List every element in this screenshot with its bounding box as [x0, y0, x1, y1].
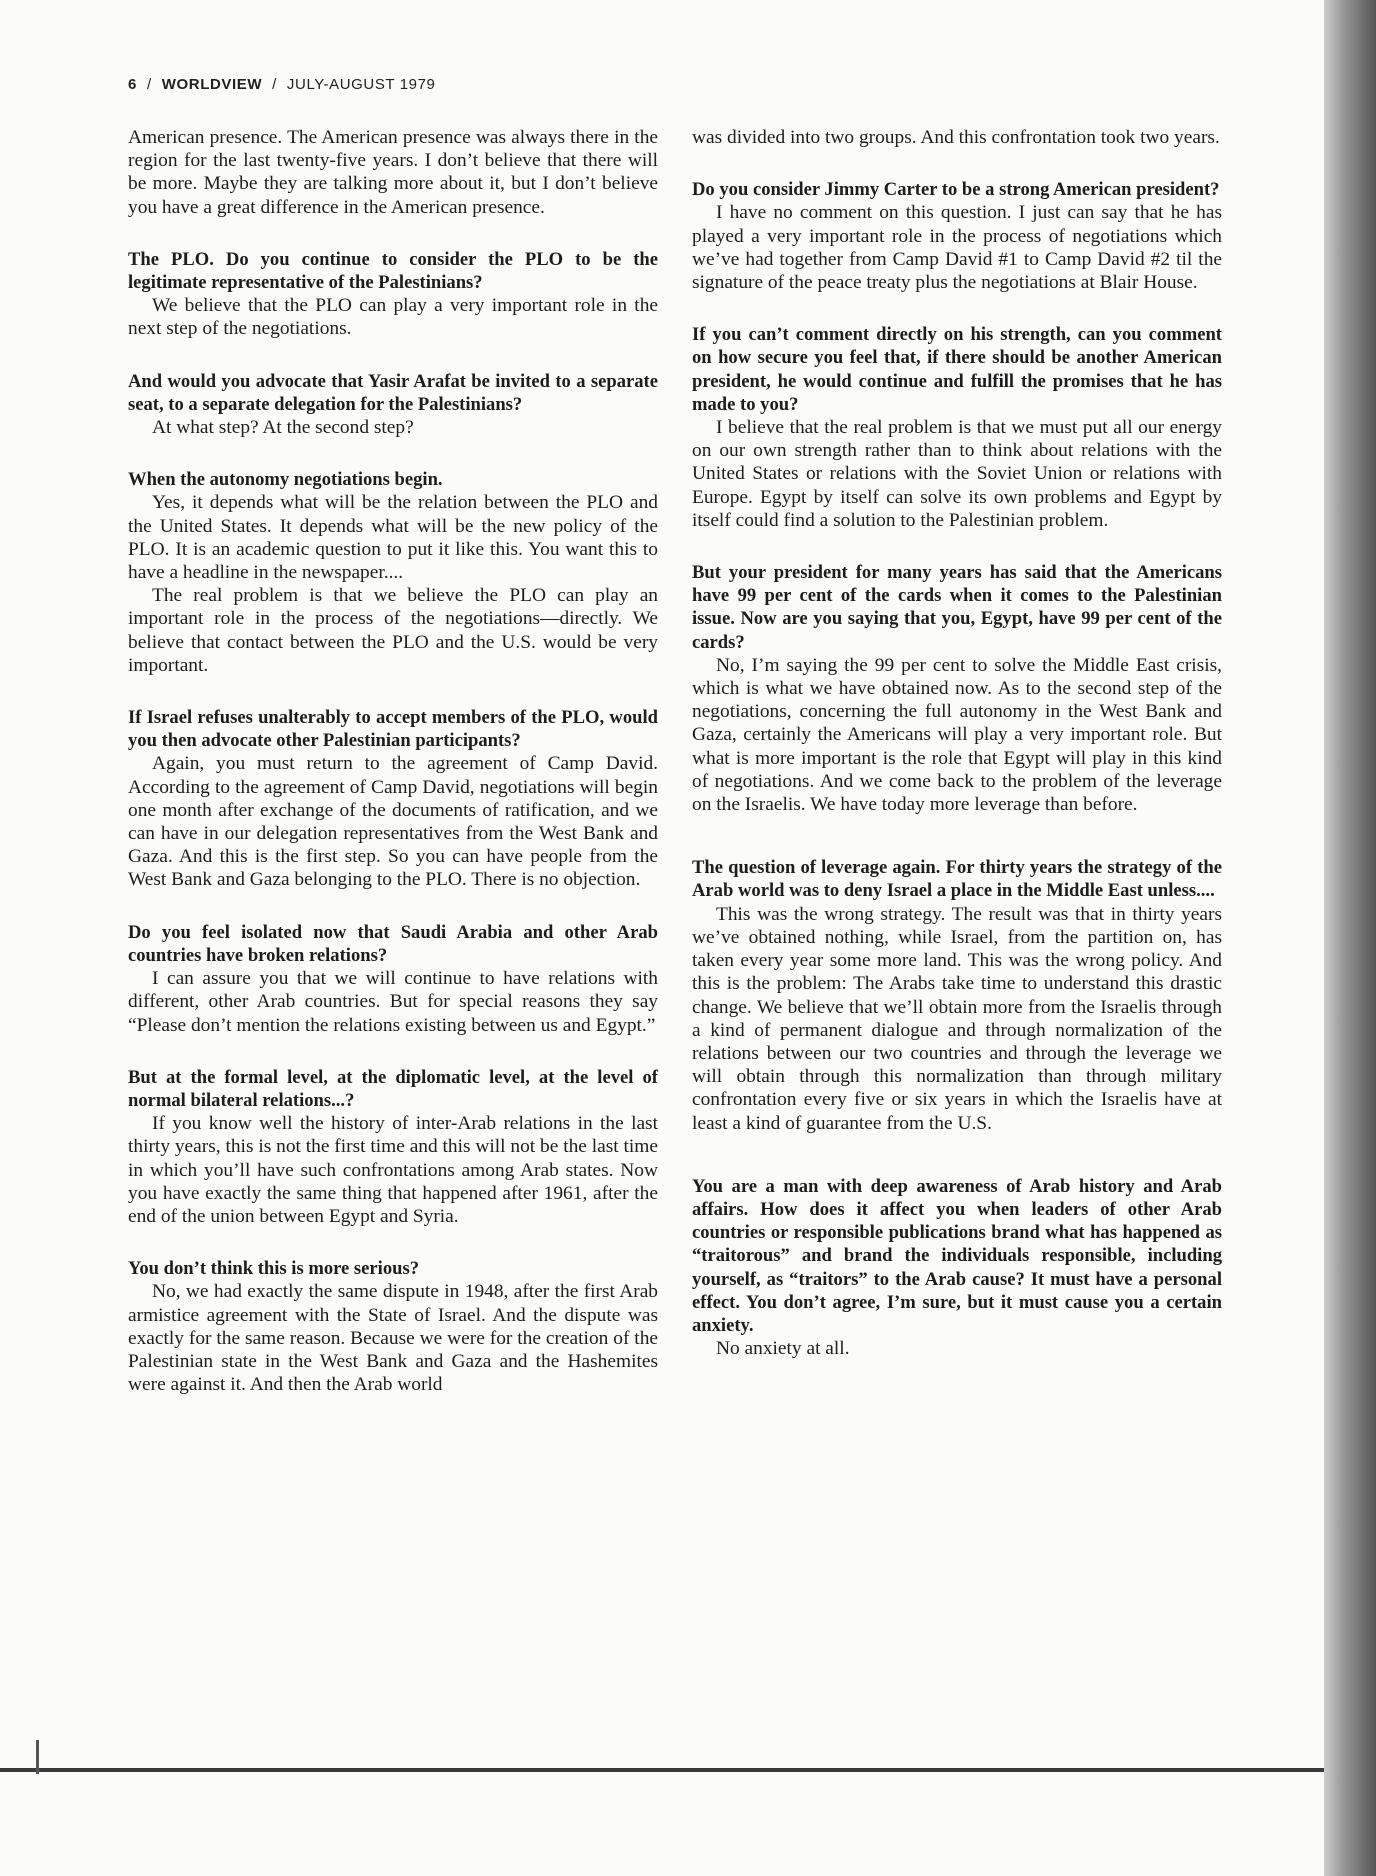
page-number: 6 — [128, 76, 137, 93]
issue-date: JULY-AUGUST 1979 — [286, 76, 436, 93]
interview-question: The PLO. Do you continue to consider the PLO to be the legitimate representative of the Palestinians? — [128, 248, 658, 294]
running-header — [128, 76, 435, 93]
right-column — [692, 126, 1222, 1360]
interview-question: If Israel refuses unalterably to accept members of the PLO, would you then advocate other Palestinian participants? — [128, 707, 658, 752]
interview-answer: At what step? At the second step? — [152, 417, 414, 439]
page-bottom-edge — [0, 1768, 1324, 1772]
page-corner-edge — [0, 1740, 39, 1774]
interview-answer: Again, you must return to the agreement of Camp David. According to the agreement of Camp David, negotiations will begin one month after exchange of the documents of ratification, and we can have in our delegation representatives from the West Bank and Gaza. And this is the first step. So you can have people from the West Bank and Gaza belonging to the PLO. There is no objection. — [128, 753, 658, 891]
publication-name: WORLDVIEW — [161, 76, 263, 93]
interview-answer: I believe that the real problem is that we must put all our energy on our own strength rather than to think about relations with the United States or relations with the Soviet Union or relations with Europe. Egypt by itself can solve its own problems and Egypt by itself could find a solution to the Palestinian problem. — [692, 417, 1222, 531]
interview-answer: was divided into two groups. And this confrontation took two years. — [692, 127, 1220, 148]
interview-answer: If you know well the history of inter-Arab relations in the last thirty years, this is not the first time and this will not be the last time in which you’ll have such confrontations among Arab states. Now you have exactly the same thing that happened after 1961, after the end of the union between Egypt and Syria. — [128, 1113, 658, 1227]
header-separator: / — [272, 76, 277, 93]
interview-question: Do you feel isolated now that Saudi Arabia and other Arab countries have broken relations? — [128, 921, 658, 966]
interview-question: When the autonomy negotiations begin. — [128, 469, 443, 491]
interview-answer: Yes, it depends what will be the relation between the PLO and the United States. It depends what will be the new policy of the PLO. It is an academic question to put it like this. You want this to have a headline in the newspaper.... — [128, 492, 658, 584]
interview-question: If you can’t comment directly on his strength, can you comment on how secure you feel that, if there should be another American president, he would continue and fulfill the promises that he has made to you? — [692, 324, 1222, 415]
interview-question: And would you advocate that Yasir Arafat be invited to a separate seat, to a separate delegation for the Palestinians? — [128, 370, 658, 415]
interview-question: Do you consider Jimmy Carter to be a strong American president? — [692, 179, 1220, 201]
interview-question: The question of leverage again. For thirty years the strategy of the Arab world was to deny Israel a place in the Middle East unless.... — [692, 857, 1222, 902]
interview-answer: I can assure you that we will continue to have relations with different, other Arab countries. But for special reasons they say “Please don’t mention the relations existing between us and Egypt.” — [128, 968, 658, 1036]
scan-shadow-edge — [1324, 0, 1376, 1876]
interview-answer: I have no comment on this question. I just can say that he has played a very important role in the process of negotiations which we’ve had together from Camp David #1 to Camp David #2 til the signature of the peace treaty plus the negotiations at Blair House. — [692, 202, 1222, 294]
interview-question: You are a man with deep awareness of Arab history and Arab affairs. How does it affect you when leaders of other Arab countries or responsible publications brand what has happened as “traitorous” and brand the individuals responsible, including yourself, as “traitors” to the Arab cause? It must have a personal effect. You don’t agree, I’m sure, but it must cause you a certain anxiety. — [692, 1175, 1222, 1336]
interview-answer: American presence. The American presence was always there in the region for the last twenty-five years. I don’t believe that there will be more. Maybe they are talking more about it, but I don’t believe you have a great difference in the American presence. — [128, 127, 658, 218]
left-column — [128, 126, 658, 1396]
header-separator: / — [146, 76, 152, 93]
interview-answer: No anxiety at all. — [716, 1338, 850, 1360]
interview-answer: We believe that the PLO can play a very important role in the next step of the negotiations. — [128, 295, 658, 340]
interview-question: You don’t think this is more serious? — [128, 1258, 420, 1280]
interview-question: But your president for many years has said that the Americans have 99 per cent of the cards when it comes to the Palestinian issue. Now are you saying that you, Egypt, have 99 per cent of the cards? — [692, 562, 1222, 653]
interview-answer: No, we had exactly the same dispute in 1948, after the first Arab armistice agreement with the State of Israel. And the dispute was exactly for the same reason. Because we were for the creation of the Palestinian state in the West Bank and Gaza and the Hashemites were against it. And then the Arab world — [128, 1281, 658, 1396]
interview-question: But at the formal level, at the diplomatic level, at the level of normal bilateral relations...? — [128, 1066, 658, 1111]
interview-answer: No, I’m saying the 99 per cent to solve the Middle East crisis, which is what we have obtained now. As to the second step of the negotiations, concerning the full autonomy in the West Bank and Gaza, certainly the Americans will play a very important role. But what is more important is the role that Egypt will play in this kind of negotiations. And we come back to the problem of the leverage on the Israelis. We have today more leverage than before. — [692, 654, 1222, 816]
interview-answer: This was the wrong strategy. The result was that in thirty years we’ve obtained nothing, while Israel, from the partition on, has taken every year some more land. This was the wrong policy. And this is the problem: The Arabs take time to understand this drastic change. We believe that we’ll obtain more from the Israelis through a kind of permanent dialogue and through normalization of the relations between our two countries and through the leverage we will obtain through this normalization than through military confrontation every five or six years in which the Israelis have at least a kind of guarantee from the U.S. — [692, 903, 1222, 1134]
interview-answer: The real problem is that we believe the PLO can play an important role in the process of the negotiations—directly. We believe that contact between the PLO and the U.S. would be very important. — [128, 585, 658, 676]
